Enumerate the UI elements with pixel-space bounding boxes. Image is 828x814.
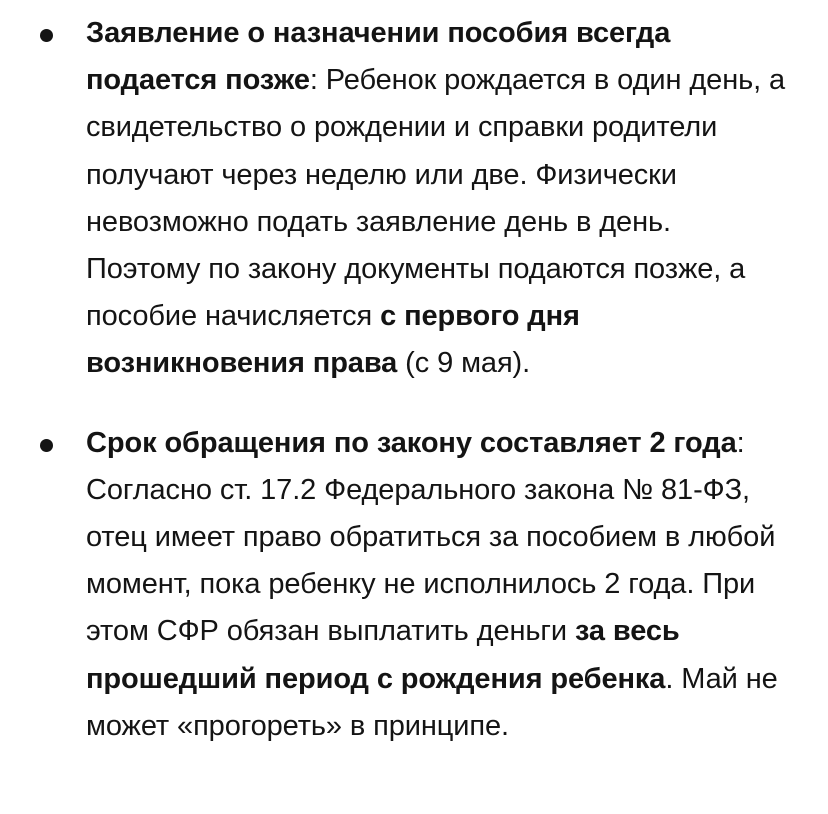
heading-separator: : — [736, 426, 745, 459]
bullet-point — [40, 439, 53, 452]
item-text: Ребенок рождается в один день, а свидетельство о рождении и справки родители получают через неделю или две. Физически невозможно подать заявление день в день. Поэтому по закону документы подаются позже, а пособие начисляется — [86, 64, 786, 333]
heading-separator: : — [309, 64, 326, 97]
item-tail: (с 9 мая). — [397, 347, 531, 380]
item-emphasis: с первого дня возникновения права — [86, 300, 580, 380]
item-text: Согласно ст. 17.2 Федерального закона № 81-ФЗ, отец имеет право обратиться за пособием в любой момент, пока ребенку не исполнилось 2 года. При этом СФР обязан выплатить деньги — [86, 473, 776, 648]
bullet-point — [40, 29, 53, 42]
item-tail: . Май не может «прогореть» в принципе. — [86, 662, 778, 742]
list-item — [0, 0, 828, 388]
list-item — [0, 388, 828, 750]
item-emphasis: за весь прошедший период с рождения ребенка — [86, 615, 680, 695]
item-heading: Заявление о назначении пособия всегда подается позже — [86, 17, 671, 97]
item-heading: Срок обращения по закону составляет 2 года — [86, 426, 737, 459]
